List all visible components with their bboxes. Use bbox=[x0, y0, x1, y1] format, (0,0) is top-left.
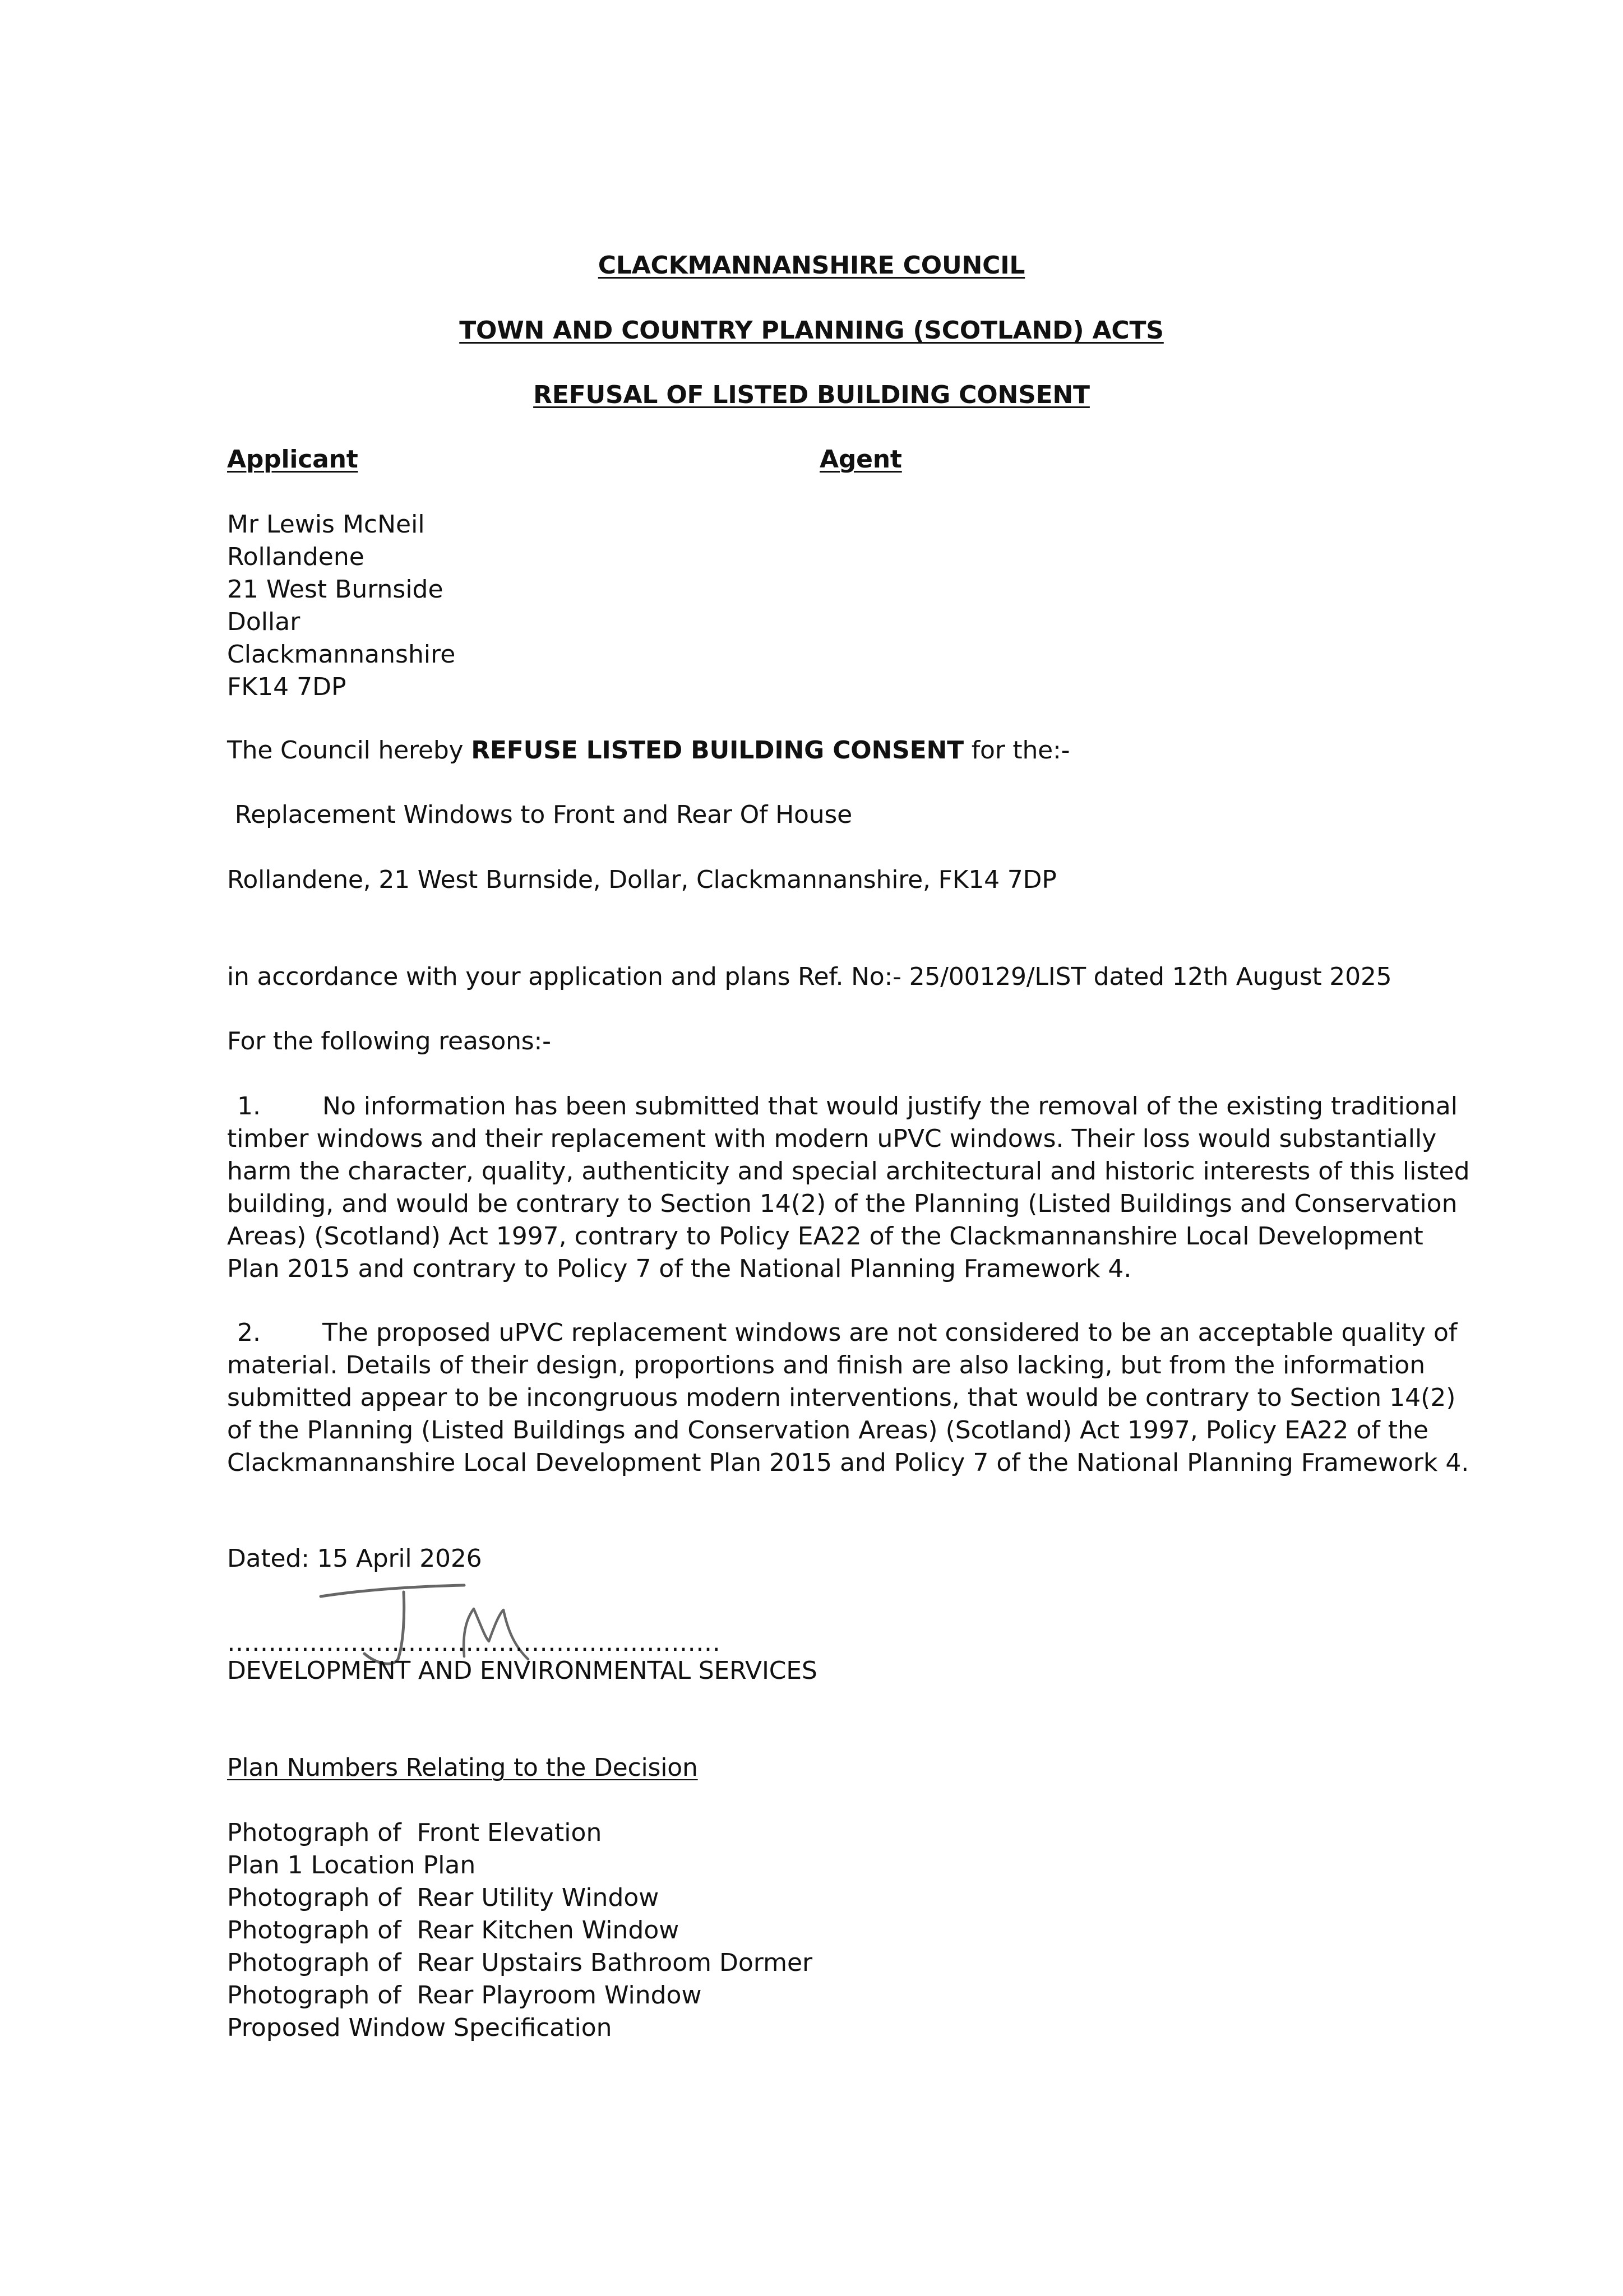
reasons-intro: For the following reasons:- bbox=[227, 1027, 551, 1056]
decision-statement bbox=[227, 734, 1070, 767]
act-heading: TOWN AND COUNTRY PLANNING (SCOTLAND) ACTS bbox=[459, 316, 1164, 345]
plans-heading: Plan Numbers Relating to the Decision bbox=[227, 1753, 698, 1782]
reason-number: 1. bbox=[237, 1092, 261, 1121]
applicant-address bbox=[227, 508, 455, 703]
reason-line-first bbox=[227, 1317, 1469, 1349]
address-line: Clackmannanshire bbox=[227, 640, 456, 669]
decision-bold: REFUSE LISTED BUILDING CONSENT bbox=[471, 736, 964, 765]
reason-line: submitted appear to be incongruous modern interventions, that would be contrary to Section 14(2) bbox=[227, 1383, 1456, 1412]
address-line: FK14 7DP bbox=[227, 673, 346, 701]
reason-line: harm the character, quality, authenticity and special architectural and historic interests of this listed bbox=[227, 1157, 1470, 1186]
address-line: Mr Lewis McNeil bbox=[227, 510, 425, 539]
reason-text: The proposed uPVC replacement windows are not considered to be an acceptable quality of bbox=[322, 1318, 1458, 1347]
plan-item: Photograph of Front Elevation bbox=[227, 1818, 602, 1847]
reason-line: material. Details of their design, proportions and finish are also lacking, but from the information bbox=[227, 1351, 1426, 1380]
department-name: DEVELOPMENT AND ENVIRONMENTAL SERVICES bbox=[227, 1656, 817, 1685]
accordance-statement: in accordance with your application and plans Ref. No:- 25/00129/LIST dated 12th August 2025 bbox=[227, 962, 1392, 991]
agent-label: Agent bbox=[820, 445, 902, 474]
reason-line: of the Planning (Listed Buildings and Conservation Areas) (Scotland) Act 1997, Policy EA22 of the bbox=[227, 1416, 1428, 1445]
address-line: Dollar bbox=[227, 608, 300, 636]
reason-line: building, and would be contrary to Section 14(2) of the Planning (Listed Buildings and Conservation bbox=[227, 1189, 1458, 1218]
plans-list bbox=[227, 1817, 812, 2044]
reason-line: Plan 2015 and contrary to Policy 7 of the National Planning Framework 4. bbox=[227, 1255, 1132, 1283]
reason-line: Areas) (Scotland) Act 1997, contrary to Policy EA22 of the Clackmannanshire Local Development bbox=[227, 1222, 1423, 1251]
signature-dotted-line: …………………………………………………… bbox=[227, 1628, 720, 1657]
plan-item: Photograph of Rear Kitchen Window bbox=[227, 1916, 679, 1945]
plan-item: Proposed Window Specification bbox=[227, 2013, 612, 2042]
council-heading: CLACKMANNANSHIRE COUNCIL bbox=[598, 251, 1025, 280]
reason-2 bbox=[227, 1317, 1469, 1479]
address-line: 21 West Burnside bbox=[227, 575, 443, 604]
reason-line-first bbox=[227, 1090, 1470, 1123]
applicant-label: Applicant bbox=[227, 445, 358, 474]
reason-1 bbox=[227, 1090, 1470, 1285]
plan-item: Photograph of Rear Utility Window bbox=[227, 1883, 659, 1912]
reason-line: timber windows and their replacement with modern uPVC windows. Their loss would substantially bbox=[227, 1124, 1437, 1153]
decision-prefix: The Council hereby bbox=[227, 736, 464, 765]
reason-text: No information has been submitted that would justify the removal of the existing traditional bbox=[322, 1092, 1458, 1121]
plan-item: Plan 1 Location Plan bbox=[227, 1851, 476, 1880]
plan-item: Photograph of Rear Upstairs Bathroom Dormer bbox=[227, 1948, 813, 1977]
address-line: Rollandene bbox=[227, 543, 364, 571]
plan-item: Photograph of Rear Playroom Window bbox=[227, 1981, 702, 2010]
reason-line: Clackmannanshire Local Development Plan 2015 and Policy 7 of the National Planning Framework 4. bbox=[227, 1448, 1469, 1477]
proposal-description: Replacement Windows to Front and Rear Of House bbox=[227, 800, 852, 829]
reason-number: 2. bbox=[237, 1318, 261, 1347]
decision-suffix: for the:- bbox=[971, 736, 1070, 765]
document-title: REFUSAL OF LISTED BUILDING CONSENT bbox=[533, 381, 1090, 409]
dated-line: Dated: 15 April 2026 bbox=[227, 1544, 482, 1573]
site-address: Rollandene, 21 West Burnside, Dollar, Clackmannanshire, FK14 7DP bbox=[227, 865, 1057, 894]
